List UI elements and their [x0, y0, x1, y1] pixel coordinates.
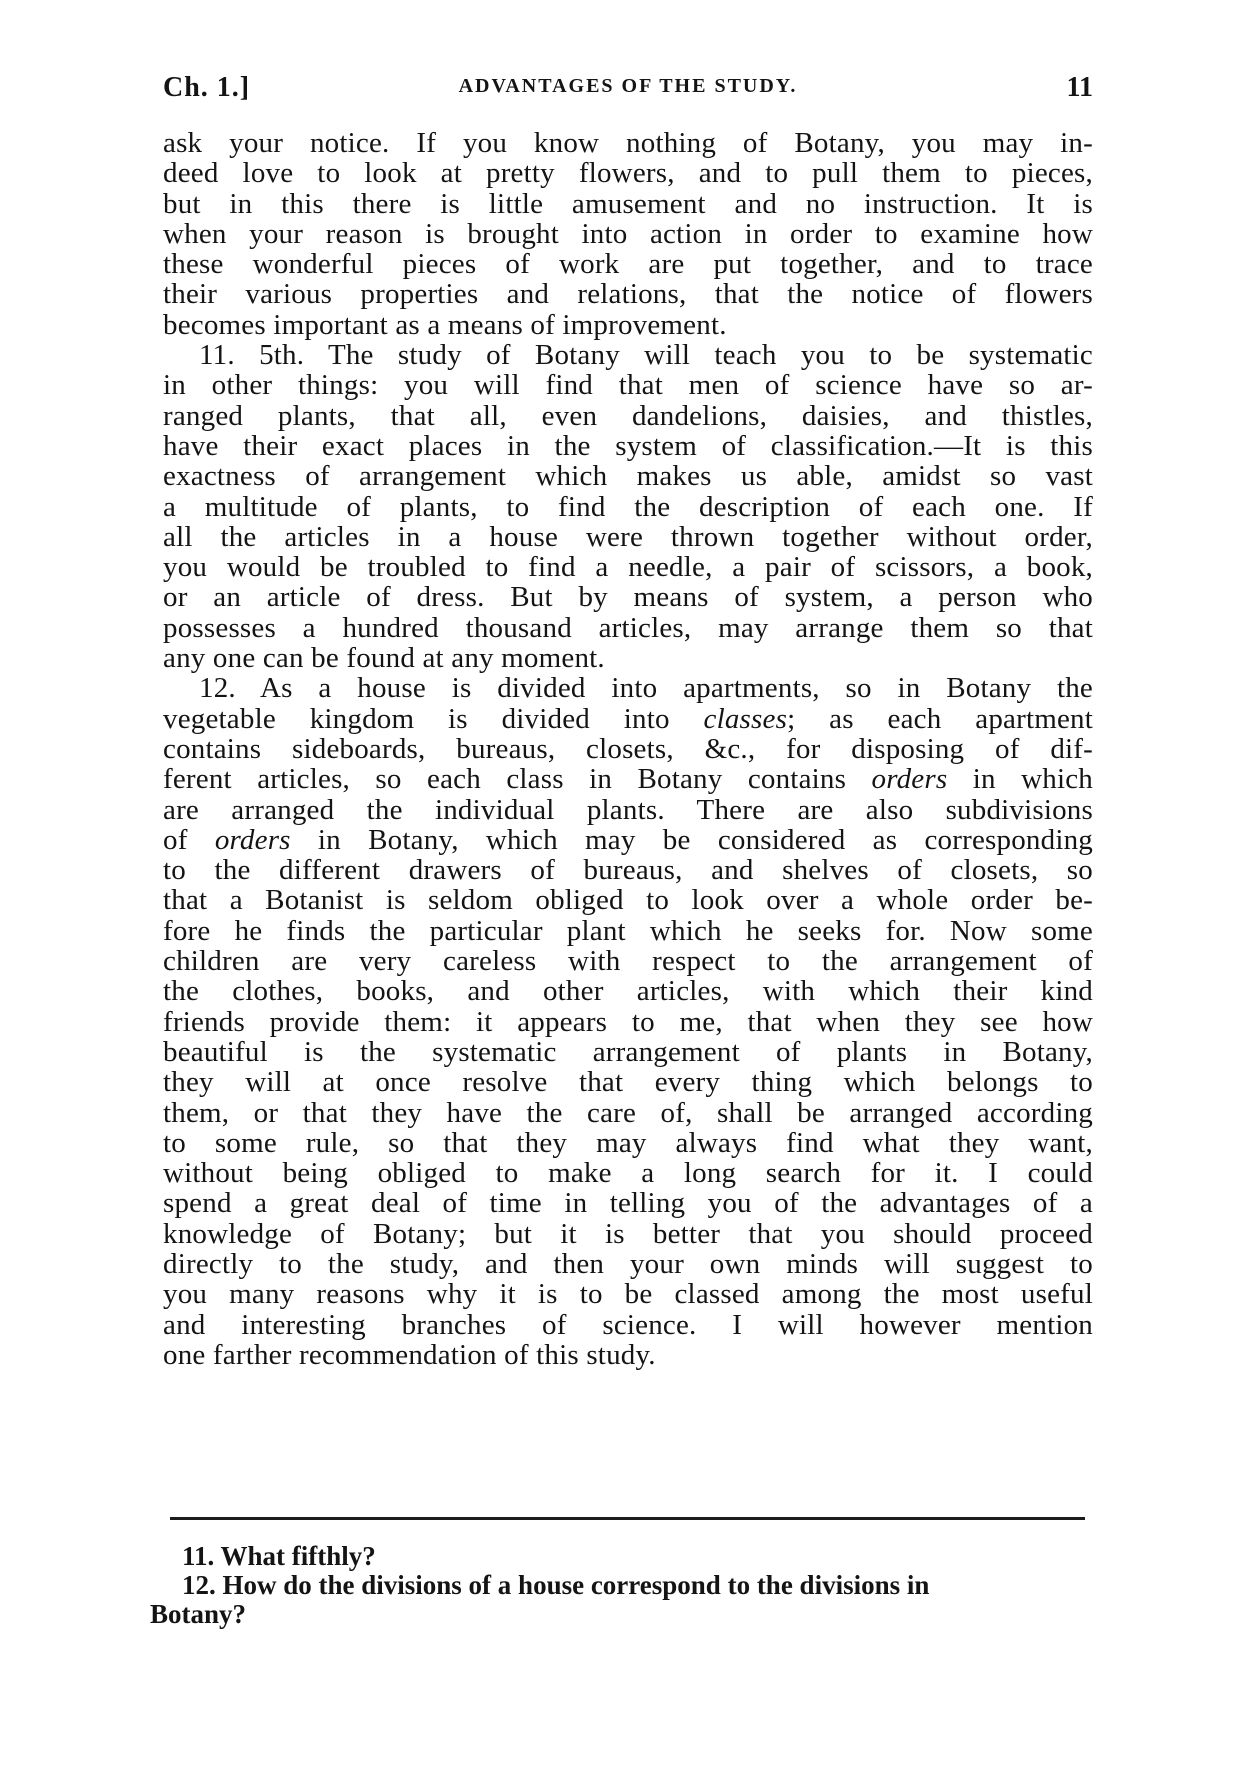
text-line: or an article of dress. But by means of system, a person who	[163, 581, 1093, 614]
text-line: without being obliged to make a long search for it. I could	[163, 1157, 1093, 1190]
text-line: 12. As a house is divided into apartments, so in Botany the	[199, 672, 1093, 705]
footnote-line: 12. How do the divisions of a house correspond to the divisions in	[182, 1570, 930, 1600]
text-line: fore he finds the particular plant which he seeks for. Now some	[163, 914, 1093, 947]
chapter-label: Ch. 1.]	[163, 72, 251, 103]
text-line: any one can be found at any moment.	[163, 642, 605, 675]
text-line: they will at once resolve that every thing which belongs to	[163, 1066, 1093, 1099]
text-line: becomes important as a means of improvement.	[163, 308, 727, 341]
text-line: exactness of arrangement which makes us able, amidst so vast	[163, 460, 1093, 493]
text-line: 11. 5th. The study of Botany will teach you to be systematic	[199, 339, 1093, 372]
text-line: ask your notice. If you know nothing of Botany, you may in-	[163, 127, 1093, 159]
text-line: ranged plants, that all, even dandelions, daisies, and thistles,	[163, 399, 1093, 432]
text-line: one farther recommendation of this study.	[163, 1338, 656, 1371]
text-line: their various properties and relations, that the notice of flowers	[163, 278, 1093, 311]
text-line: to some rule, so that they may always find what they want,	[163, 1126, 1093, 1159]
footnote-line: 11. What fifthly?	[182, 1541, 376, 1571]
text-line: to the different drawers of bureaus, and shelves of closets, so	[163, 854, 1093, 887]
text-line: and interesting branches of science. I will however mention	[163, 1308, 1093, 1341]
text-line: possesses a hundred thousand articles, may arrange them so that	[163, 611, 1093, 644]
text-line: friends provide them: it appears to me, that when they see how	[163, 1005, 1093, 1038]
text-line: are arranged the individual plants. There are also subdivisions	[163, 793, 1093, 826]
text-line: in other things: you will find that men of science have so ar-	[163, 369, 1093, 402]
text-line: you would be troubled to find a needle, a pair of scissors, a book,	[163, 551, 1093, 584]
text-line: of orders in Botany, which may be considered as corresponding	[163, 823, 1093, 856]
running-title: ADVANTAGES OF THE STUDY.	[458, 75, 798, 97]
running-head	[163, 72, 1093, 112]
text-line: contains sideboards, bureaus, closets, &c., for disposing of dif-	[163, 732, 1093, 765]
text-line: deed love to look at pretty flowers, and to pull them to pieces,	[163, 157, 1093, 190]
footnote-divider	[170, 1517, 1085, 1520]
text-line: but in this there is little amusement and no instruction. It is	[163, 187, 1093, 220]
text-line: spend a great deal of time in telling you of the advantages of a	[163, 1187, 1093, 1220]
text-line: when your reason is brought into action in order to examine how	[163, 217, 1093, 250]
text-line: vegetable kingdom is divided into classes; as each apartment	[163, 702, 1093, 735]
body-text	[163, 128, 1093, 1370]
text-line: ferent articles, so each class in Botany contains orders in which	[163, 763, 1094, 796]
text-line: them, or that they have the care of, shall be arranged according	[163, 1096, 1093, 1129]
text-line: directly to the study, and then your own minds will suggest to	[163, 1247, 1093, 1280]
text-line: these wonderful pieces of work are put together, and to trace	[163, 248, 1093, 281]
text-line: you many reasons why it is to be classed among the most useful	[163, 1278, 1093, 1311]
text-line: the clothes, books, and other articles, with which their kind	[163, 975, 1093, 1008]
page-number: 11	[1066, 72, 1093, 103]
text-line: that a Botanist is seldom obliged to look over a whole order be-	[163, 884, 1093, 917]
text-line: beautiful is the systematic arrangement of plants in Botany,	[163, 1035, 1093, 1068]
text-line: all the articles in a house were thrown together without order,	[163, 520, 1093, 553]
footnote-line: Botany?	[150, 1599, 247, 1629]
text-line: children are very careless with respect to the arrangement of	[163, 945, 1093, 978]
footnotes	[150, 1542, 1095, 1629]
text-line: knowledge of Botany; but it is better that you should proceed	[163, 1217, 1093, 1250]
text-line: have their exact places in the system of classification.—It is this	[163, 429, 1093, 462]
text-line: a multitude of plants, to find the description of each one. If	[163, 490, 1093, 523]
